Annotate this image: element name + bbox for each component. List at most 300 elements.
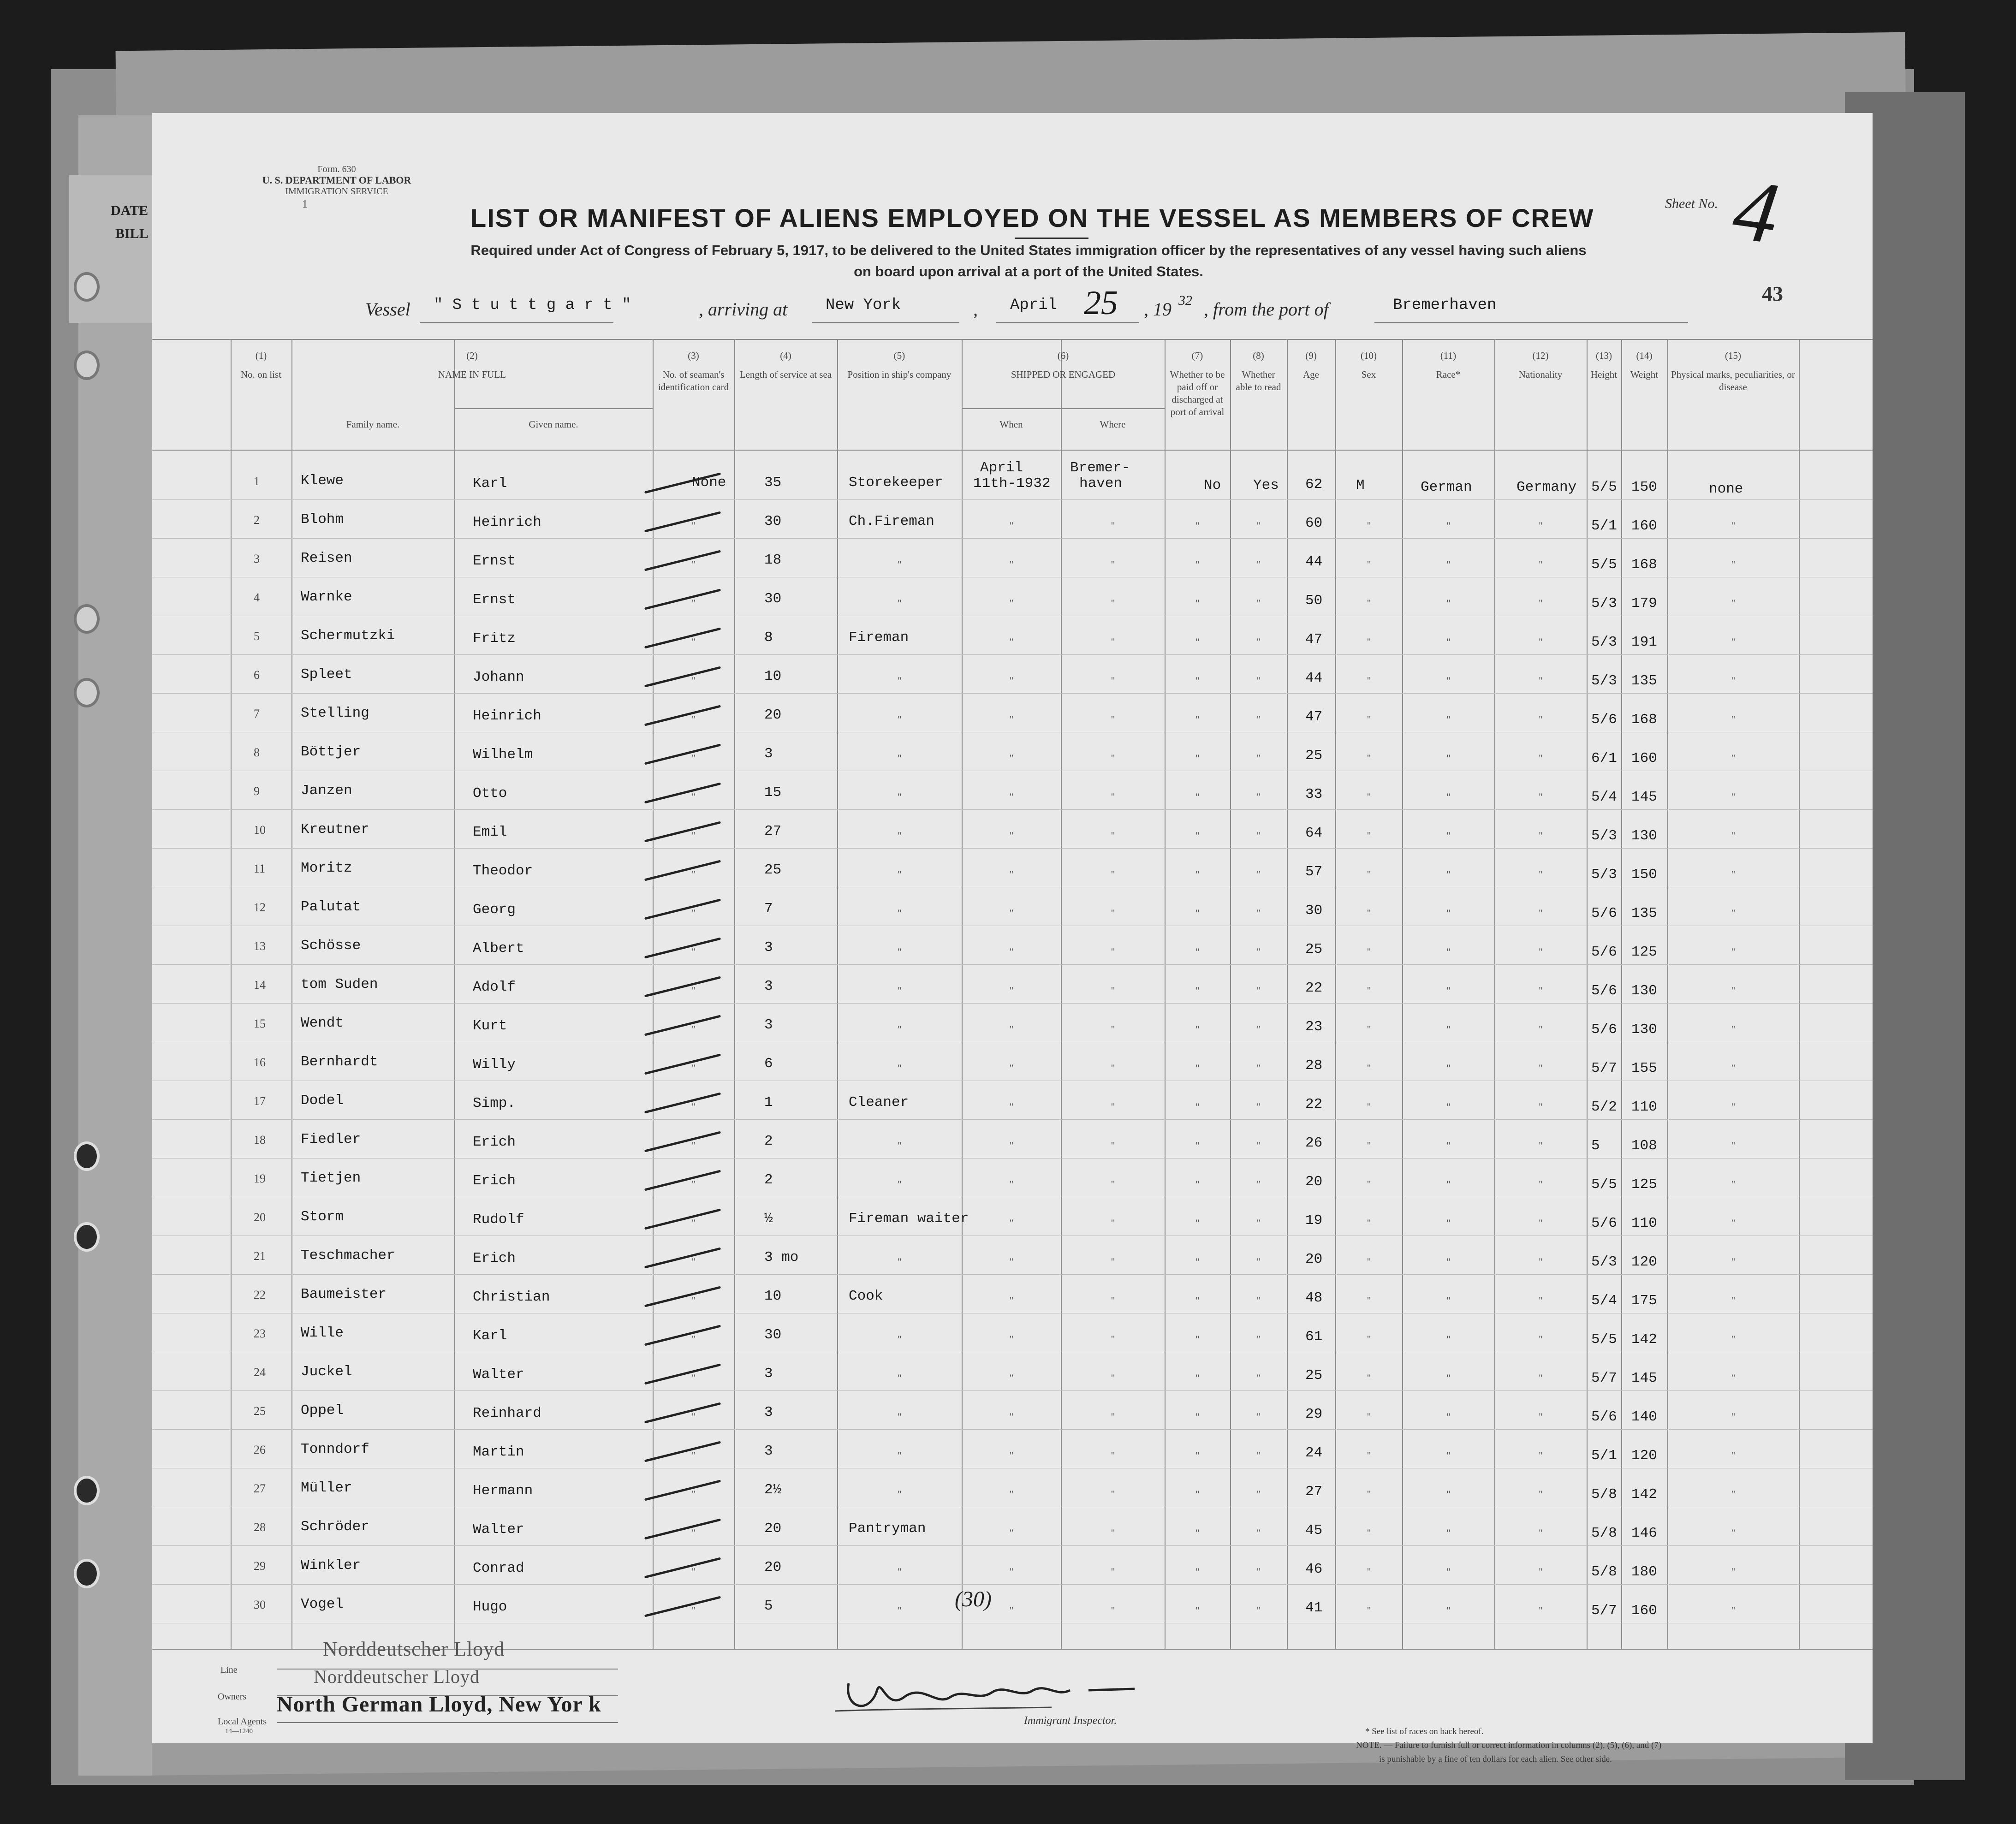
note-line-1: NOTE. — Failure to furnish full or correct information in columns (2), (5), (6), and (7) <box>1356 1741 1662 1750</box>
ditto-mark: " <box>1539 1295 1543 1306</box>
age: 22 <box>1305 980 1323 996</box>
ditto-mark: " <box>691 1217 696 1229</box>
age: 23 <box>1305 1019 1323 1035</box>
ditto-mark: " <box>1446 713 1451 725</box>
header-subrule <box>962 408 1165 409</box>
checkmark <box>644 744 721 765</box>
header-no-number: (1) <box>255 350 267 361</box>
sheet-number: 4 <box>1727 160 1785 263</box>
row-number: 27 <box>254 1482 266 1495</box>
ditto-mark: " <box>1539 1566 1543 1577</box>
given-name: Wilhelm <box>473 747 533 763</box>
ditto-mark: " <box>1111 1217 1115 1229</box>
ditto-mark: " <box>1539 752 1543 764</box>
ditto-mark: " <box>1195 675 1200 686</box>
header-shipped <box>964 350 1162 381</box>
ditto-mark: " <box>1446 946 1451 957</box>
ditto-mark: " <box>1731 1333 1736 1345</box>
height: 5/7 <box>1591 1060 1617 1076</box>
header-name <box>294 350 650 381</box>
header-sex-text: Sex <box>1361 369 1376 380</box>
height: 5/7 <box>1591 1603 1617 1619</box>
page-number: 43 <box>1762 282 1783 305</box>
table-column-rule <box>837 339 838 1649</box>
row-number: 1 <box>254 475 260 488</box>
given-name: Willy <box>473 1057 516 1073</box>
ditto-mark: " <box>1256 1527 1261 1539</box>
ditto-mark: " <box>898 1566 902 1577</box>
checkmark <box>644 1248 721 1269</box>
position: Pantryman <box>849 1521 926 1537</box>
header-height <box>1589 350 1618 381</box>
height: 5/5 <box>1591 1176 1617 1193</box>
ditto-mark: " <box>1009 946 1014 957</box>
service-length: 3 <box>764 939 773 956</box>
ditto-mark: " <box>1009 1604 1014 1616</box>
shipped-when-line1: April <box>980 460 1023 476</box>
vessel-label: Vessel <box>365 299 410 320</box>
ditto-mark: " <box>1731 1450 1736 1461</box>
family-name: Winkler <box>301 1557 361 1574</box>
ditto-mark: " <box>1367 1604 1371 1616</box>
ditto-mark: " <box>1731 675 1736 686</box>
ditto-mark: " <box>898 1023 902 1035</box>
height: 5/3 <box>1591 634 1617 650</box>
ditto-mark: " <box>1195 907 1200 919</box>
ditto-mark: " <box>1009 1023 1014 1035</box>
agents-rule <box>277 1722 618 1723</box>
ditto-mark: " <box>1111 636 1115 648</box>
header-given-name: Given name. <box>529 419 578 430</box>
checkmark <box>644 1519 721 1540</box>
ditto-mark: " <box>1367 597 1371 609</box>
departure-port: Bremerhaven <box>1393 297 1497 314</box>
ditto-mark: " <box>1539 1101 1543 1112</box>
ditto-mark: " <box>691 597 696 609</box>
ditto-mark: " <box>1009 1411 1014 1422</box>
service-length: 3 <box>764 746 773 762</box>
ditto-mark: " <box>1256 830 1261 841</box>
checkmark <box>644 550 721 571</box>
ditto-mark: " <box>1195 1604 1200 1616</box>
ditto-mark: " <box>898 1372 902 1384</box>
ditto-mark: " <box>898 1411 902 1422</box>
header-sex <box>1338 350 1399 381</box>
ditto-mark: " <box>898 713 902 725</box>
agents-stamp: North German Lloyd, New Yor k <box>277 1692 601 1717</box>
given-name: Erich <box>473 1250 516 1266</box>
ditto-mark: " <box>1111 1295 1115 1306</box>
ditto-mark: " <box>898 1604 902 1616</box>
ditto-mark: " <box>1367 946 1371 957</box>
ditto-mark: " <box>691 868 696 880</box>
ditto-mark: " <box>1195 1411 1200 1422</box>
ditto-mark: " <box>1731 868 1736 880</box>
row-rule <box>152 964 1873 965</box>
weight: 130 <box>1631 983 1657 999</box>
weight: 145 <box>1631 1370 1657 1386</box>
punch-hole <box>74 1141 100 1171</box>
family-name: Storm <box>301 1209 344 1225</box>
height: 5/1 <box>1591 1448 1617 1464</box>
ditto-mark: " <box>1539 1372 1543 1384</box>
race-footnote: * See list of races on back hereof. <box>1365 1727 1484 1736</box>
ditto-mark: " <box>1367 520 1371 531</box>
ditto-mark: " <box>1539 1450 1543 1461</box>
weight: 120 <box>1631 1254 1657 1270</box>
ditto-mark: " <box>1446 1566 1451 1577</box>
ditto-mark: " <box>1111 1411 1115 1422</box>
age: 45 <box>1305 1522 1323 1539</box>
ditto-mark: " <box>1256 1566 1261 1577</box>
service-length: 20 <box>764 1521 782 1537</box>
family-name: Schösse <box>301 938 361 954</box>
age: 60 <box>1305 515 1323 531</box>
form-number: Form. 630 <box>317 164 356 174</box>
corner-mark: 1 <box>302 198 308 210</box>
ditto-mark: " <box>1539 1488 1543 1500</box>
age: 44 <box>1305 554 1323 570</box>
header-service <box>737 350 834 381</box>
ditto-mark: " <box>1446 1295 1451 1306</box>
ditto-mark: " <box>1731 1488 1736 1500</box>
ditto-mark: " <box>1009 1372 1014 1384</box>
height: 5/3 <box>1591 828 1617 844</box>
row-number: 8 <box>254 746 260 759</box>
family-name: Bernhardt <box>301 1054 378 1070</box>
ditto-mark: " <box>1195 713 1200 725</box>
row-rule <box>152 1429 1873 1430</box>
service-length: 2½ <box>764 1482 782 1498</box>
header-read <box>1233 350 1284 393</box>
checkmark <box>644 666 721 688</box>
family-name: Dodel <box>301 1093 344 1109</box>
from-label: , from the port of <box>1204 299 1329 320</box>
checkmark <box>644 1286 721 1307</box>
ditto-mark: " <box>1446 597 1451 609</box>
row-rule <box>152 654 1873 655</box>
given-name: Georg <box>473 902 516 918</box>
family-name: Baumeister <box>301 1286 387 1302</box>
ditto-mark: " <box>1731 1295 1736 1306</box>
ditto-mark: " <box>1195 1295 1200 1306</box>
checkmark <box>644 1170 721 1191</box>
ditto-mark: " <box>1256 636 1261 648</box>
service-length: 35 <box>764 475 782 491</box>
ditto-mark: " <box>1367 1488 1371 1500</box>
header-name-number: (2) <box>466 350 478 361</box>
ditto-mark: " <box>1009 1488 1014 1500</box>
ditto-mark: " <box>1367 636 1371 648</box>
shipped-when-line2: 11th-1932 <box>973 475 1051 492</box>
weight: 130 <box>1631 1022 1657 1038</box>
ditto-mark: " <box>1367 558 1371 570</box>
given-name: Erich <box>473 1173 516 1189</box>
service-length: 3 <box>764 1017 773 1033</box>
arrival-port-rule <box>812 322 959 323</box>
ditto-mark: " <box>1731 1062 1736 1074</box>
service-length: 6 <box>764 1056 773 1072</box>
height: 5 <box>1591 1138 1600 1154</box>
vessel-rule <box>420 322 613 323</box>
ditto-mark: " <box>1009 1062 1014 1074</box>
family-name: Kreutner <box>301 821 369 838</box>
weight: 145 <box>1631 789 1657 805</box>
weight: 125 <box>1631 1176 1657 1193</box>
ditto-mark: " <box>1367 1062 1371 1074</box>
ditto-mark: " <box>1009 597 1014 609</box>
given-name: Heinrich <box>473 708 541 724</box>
ditto-mark: " <box>1009 1333 1014 1345</box>
table-column-rule <box>1335 339 1336 1649</box>
checkmark <box>644 705 721 726</box>
ditto-mark: " <box>1009 985 1014 996</box>
subtitle <box>406 240 1651 282</box>
row-number: 9 <box>254 784 260 798</box>
ditto-mark: " <box>1446 1488 1451 1500</box>
checkmark <box>644 1209 721 1230</box>
row-rule <box>152 1158 1873 1159</box>
header-age <box>1290 350 1332 381</box>
checkmark <box>644 1441 721 1462</box>
age: 46 <box>1305 1561 1323 1577</box>
ditto-mark: " <box>691 713 696 725</box>
ditto-mark: " <box>1367 985 1371 996</box>
ditto-mark: " <box>898 1140 902 1151</box>
service-length: 27 <box>764 823 782 839</box>
given-name: Rudolf <box>473 1212 524 1228</box>
ditto-mark: " <box>691 1488 696 1500</box>
ditto-mark: " <box>691 1256 696 1267</box>
ditto-mark: " <box>1009 558 1014 570</box>
ditto-mark: " <box>1367 752 1371 764</box>
ditto-mark: " <box>898 791 902 802</box>
service-length: 8 <box>764 630 773 646</box>
header-nationality-text: Nationality <box>1518 369 1563 380</box>
ditto-mark: " <box>1195 520 1200 531</box>
checkmark <box>644 589 721 610</box>
checkmark <box>644 1402 721 1424</box>
age: 25 <box>1305 748 1323 764</box>
height: 6/1 <box>1591 750 1617 766</box>
checkmark <box>644 1093 721 1114</box>
ditto-mark: " <box>1111 752 1115 764</box>
ditto-mark: " <box>1256 1062 1261 1074</box>
ditto-mark: " <box>691 1604 696 1616</box>
ditto-mark: " <box>1111 791 1115 802</box>
height: 5/8 <box>1591 1564 1617 1580</box>
ditto-mark: " <box>1256 1256 1261 1267</box>
ditto-mark: " <box>1539 1256 1543 1267</box>
crew-table <box>152 339 1873 1649</box>
ditto-mark: " <box>1256 675 1261 686</box>
weight: 160 <box>1631 518 1657 534</box>
ditto-mark: " <box>1367 791 1371 802</box>
year-suffix: 32 <box>1178 293 1192 308</box>
ditto-mark: " <box>1731 1372 1736 1384</box>
position: Fireman waiter <box>849 1211 969 1227</box>
ditto-mark: " <box>1111 520 1115 531</box>
table-column-rule <box>1621 339 1622 1649</box>
ditto-mark: " <box>1195 636 1200 648</box>
first-row-read: Yes <box>1253 477 1279 493</box>
title-underline <box>1015 238 1088 239</box>
ditto-mark: " <box>1367 830 1371 841</box>
header-no <box>233 350 289 381</box>
ditto-mark: " <box>1731 985 1736 996</box>
ditto-mark: " <box>1111 675 1115 686</box>
ditto-mark: " <box>1446 1411 1451 1422</box>
age: 25 <box>1305 1367 1323 1384</box>
checkmark <box>644 976 721 998</box>
row-number: 24 <box>254 1366 266 1379</box>
ditto-mark: " <box>691 1566 696 1577</box>
ditto-mark: " <box>1367 1023 1371 1035</box>
age: 41 <box>1305 1600 1323 1616</box>
ditto-mark: " <box>1111 985 1115 996</box>
ditto-mark: " <box>1195 1178 1200 1190</box>
first-row-paid-off: No <box>1204 477 1221 493</box>
ditto-mark: " <box>1731 1527 1736 1539</box>
ditto-mark: " <box>1256 1217 1261 1229</box>
given-name: Conrad <box>473 1560 524 1576</box>
given-name: Martin <box>473 1444 524 1460</box>
ditto-mark: " <box>1195 1023 1200 1035</box>
ditto-mark: " <box>1111 868 1115 880</box>
ditto-mark: " <box>1367 1217 1371 1229</box>
service-length: 2 <box>764 1133 773 1149</box>
age: 30 <box>1305 903 1323 919</box>
ditto-mark: " <box>1539 1062 1543 1074</box>
height: 5/8 <box>1591 1486 1617 1503</box>
ditto-mark: " <box>1367 1178 1371 1190</box>
table-column-rule <box>1587 339 1588 1649</box>
ditto-mark: " <box>1009 675 1014 686</box>
service-length: 5 <box>764 1598 773 1614</box>
header-age-number: (9) <box>1305 350 1317 361</box>
header-marks-text: Physical marks, peculiarities, or disease <box>1671 369 1795 392</box>
ditto-mark: " <box>898 907 902 919</box>
given-name: Christian <box>473 1289 550 1305</box>
ditto-mark: " <box>1195 1101 1200 1112</box>
service-length: 20 <box>764 707 782 723</box>
service-name: IMMIGRATION SERVICE <box>285 186 388 196</box>
family-name: Böttjer <box>301 744 361 760</box>
when-where-rule <box>1061 408 1062 1649</box>
row-number: 10 <box>254 823 266 837</box>
header-subrule <box>454 408 653 409</box>
given-name: Ernst <box>473 592 516 608</box>
row-rule <box>152 538 1873 539</box>
shipped-where-line1: Bremer- <box>1070 460 1130 476</box>
ditto-mark: " <box>1731 558 1736 570</box>
family-name: Teschmacher <box>301 1248 395 1264</box>
row-number: 4 <box>254 591 260 604</box>
service-length: 7 <box>764 901 773 917</box>
ditto-mark: " <box>1446 1062 1451 1074</box>
ditto-mark: " <box>1446 558 1451 570</box>
ditto-mark: " <box>1539 946 1543 957</box>
family-name: Stelling <box>301 705 369 721</box>
ditto-mark: " <box>691 1023 696 1035</box>
header-weight-text: Weight <box>1630 369 1659 380</box>
arrival-day: 25 <box>1084 284 1118 322</box>
ditto-mark: " <box>1256 907 1261 919</box>
ditto-mark: " <box>1446 830 1451 841</box>
first-row-sex: M <box>1356 477 1365 493</box>
row-rule <box>152 1545 1873 1546</box>
ditto-mark: " <box>898 675 902 686</box>
ditto-mark: " <box>1009 1295 1014 1306</box>
form-identifier <box>258 164 415 197</box>
given-name: Otto <box>473 785 507 802</box>
height: 5/5 <box>1591 557 1617 573</box>
height: 5/3 <box>1591 673 1617 689</box>
row-rule <box>152 1584 1873 1585</box>
ditto-mark: " <box>1539 868 1543 880</box>
weight: 135 <box>1631 673 1657 689</box>
header-read-number: (8) <box>1253 350 1264 361</box>
ditto-mark: " <box>1195 1527 1200 1539</box>
checkmark <box>644 1364 721 1385</box>
row-rule <box>152 809 1873 810</box>
ditto-mark: " <box>1009 1140 1014 1151</box>
ditto-mark: " <box>1539 1178 1543 1190</box>
sheet-label: Sheet No. <box>1665 196 1718 211</box>
age: 29 <box>1305 1406 1323 1422</box>
ditto-mark: " <box>1367 1256 1371 1267</box>
owners-label: Owners <box>218 1692 247 1702</box>
ditto-mark: " <box>1539 597 1543 609</box>
header-height-text: Height <box>1590 369 1618 380</box>
ditto-mark: " <box>1111 1178 1115 1190</box>
ditto-mark: " <box>1731 752 1736 764</box>
weight: 155 <box>1631 1060 1657 1076</box>
family-name: Klewe <box>301 473 344 489</box>
ditto-mark: " <box>1256 1372 1261 1384</box>
ditto-mark: " <box>1195 1256 1200 1267</box>
table-column-rule <box>1799 339 1800 1649</box>
punch-hole <box>74 678 100 707</box>
ditto-mark: " <box>1446 1178 1451 1190</box>
ditto-mark: " <box>1539 791 1543 802</box>
table-column-rule <box>291 339 292 1649</box>
ditto-mark: " <box>1256 1023 1261 1035</box>
ditto-mark: " <box>1111 1062 1115 1074</box>
ditto-mark: " <box>1446 907 1451 919</box>
checkmark <box>644 821 721 843</box>
ditto-mark: " <box>691 1101 696 1112</box>
age: 24 <box>1305 1445 1323 1461</box>
ditto-mark: " <box>1367 1411 1371 1422</box>
table-column-rule <box>1667 339 1668 1649</box>
given-name: Hermann <box>473 1483 533 1499</box>
ditto-mark: " <box>1111 1256 1115 1267</box>
ditto-mark: " <box>1256 1333 1261 1345</box>
given-name: Erich <box>473 1134 516 1150</box>
ditto-mark: " <box>1446 520 1451 531</box>
header-position-number: (5) <box>893 350 905 361</box>
service-length: 20 <box>764 1559 782 1575</box>
ditto-mark: " <box>691 1372 696 1384</box>
family-name: tom Suden <box>301 976 378 992</box>
ditto-mark: " <box>691 791 696 802</box>
service-length: 18 <box>764 552 782 568</box>
ditto-mark: " <box>1111 1488 1115 1500</box>
height: 5/6 <box>1591 983 1617 999</box>
punch-hole <box>74 272 100 302</box>
ditto-mark: " <box>1111 1527 1115 1539</box>
